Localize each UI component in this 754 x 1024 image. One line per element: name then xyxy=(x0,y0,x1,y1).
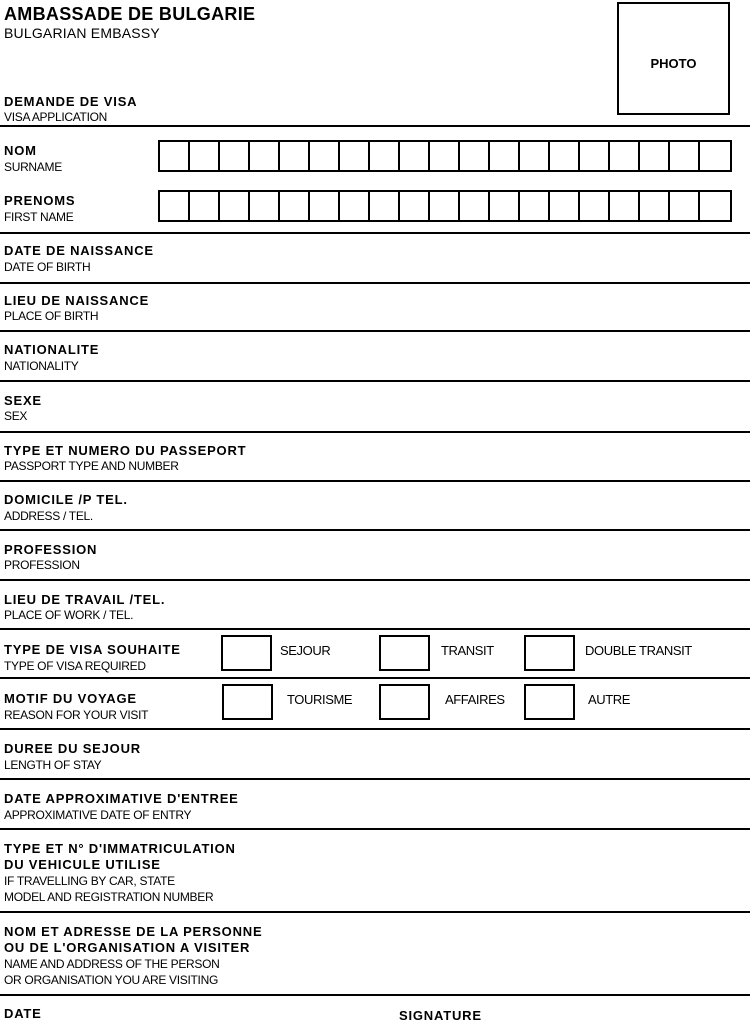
host-label-fr-1: NOM ET ADRESSE DE LA PERSONNE xyxy=(4,924,263,939)
host-label-en-1: NAME AND ADDRESS OF THE PERSON xyxy=(4,957,220,971)
letter-cell[interactable] xyxy=(430,192,460,220)
letter-cell[interactable] xyxy=(280,192,310,220)
reason-label-fr: MOTIF DU VOYAGE xyxy=(4,691,137,706)
entry-date-label-en: APPROXIMATIVE DATE OF ENTRY xyxy=(4,808,192,822)
letter-cell[interactable] xyxy=(640,192,670,220)
letter-cell[interactable] xyxy=(400,142,430,170)
workplace-label-fr: LIEU DE TRAVAIL /TEL. xyxy=(4,592,166,607)
divider xyxy=(0,677,750,679)
letter-cell[interactable] xyxy=(550,142,580,170)
date-label: DATE xyxy=(4,1006,42,1021)
letter-cell[interactable] xyxy=(700,192,730,220)
letter-cell[interactable] xyxy=(190,142,220,170)
letter-cell[interactable] xyxy=(580,192,610,220)
host-label-fr-2: OU DE L'ORGANISATION A VISITER xyxy=(4,940,251,955)
letter-cell[interactable] xyxy=(250,142,280,170)
reason-tourisme-label: TOURISME xyxy=(287,692,353,707)
divider xyxy=(0,380,750,382)
letter-cell[interactable] xyxy=(400,192,430,220)
reason-autre-checkbox[interactable] xyxy=(524,684,575,720)
workplace-label-en: PLACE OF WORK / TEL. xyxy=(4,608,134,622)
entry-date-label-fr: DATE APPROXIMATIVE D'ENTREE xyxy=(4,791,239,806)
nationality-label-fr: NATIONALITE xyxy=(4,342,100,357)
letter-cell[interactable] xyxy=(670,142,700,170)
visa-sejour-label: SEJOUR xyxy=(280,643,331,658)
vehicle-label-fr-1: TYPE ET N° D'IMMATRICULATION xyxy=(4,841,236,856)
address-label-en: ADDRESS / TEL. xyxy=(4,509,93,523)
divider xyxy=(0,330,750,332)
divider xyxy=(0,480,750,482)
first-name-input-boxes[interactable] xyxy=(158,190,732,222)
vehicle-label-en-1: IF TRAVELLING BY CAR, STATE xyxy=(4,874,175,888)
reason-label-en: REASON FOR YOUR VISIT xyxy=(4,708,149,722)
letter-cell[interactable] xyxy=(640,142,670,170)
divider xyxy=(0,579,750,581)
vehicle-label-fr-2: DU VEHICULE UTILISE xyxy=(4,857,161,872)
visa-double-transit-label: DOUBLE TRANSIT xyxy=(585,643,692,658)
form-title-en: VISA APPLICATION xyxy=(4,110,108,124)
letter-cell[interactable] xyxy=(430,142,460,170)
letter-cell[interactable] xyxy=(190,192,220,220)
letter-cell[interactable] xyxy=(580,142,610,170)
letter-cell[interactable] xyxy=(460,192,490,220)
reason-affaires-label: AFFAIRES xyxy=(445,692,505,707)
sex-label-fr: SEXE xyxy=(4,393,42,408)
stay-label-fr: DUREE DU SEJOUR xyxy=(4,741,141,756)
reason-tourisme-checkbox[interactable] xyxy=(222,684,273,720)
surname-input-boxes[interactable] xyxy=(158,140,732,172)
divider xyxy=(0,232,750,234)
pob-label-en: PLACE OF BIRTH xyxy=(4,309,99,323)
host-label-en-2: OR ORGANISATION YOU ARE VISITING xyxy=(4,973,218,987)
first-name-label-fr: PRENOMS xyxy=(4,193,76,208)
letter-cell[interactable] xyxy=(220,192,250,220)
surname-label-fr: NOM xyxy=(4,143,37,158)
embassy-subtitle: BULGARIAN EMBASSY xyxy=(4,25,160,41)
profession-label-en: PROFESSION xyxy=(4,558,80,572)
pob-label-fr: LIEU DE NAISSANCE xyxy=(4,293,150,308)
divider xyxy=(0,728,750,730)
dob-label-fr: DATE DE NAISSANCE xyxy=(4,243,154,258)
letter-cell[interactable] xyxy=(310,142,340,170)
letter-cell[interactable] xyxy=(520,192,550,220)
embassy-title: AMBASSADE DE BULGARIE xyxy=(4,4,256,24)
signature-label: SIGNATURE xyxy=(399,1008,482,1023)
visa-transit-label: TRANSIT xyxy=(441,643,494,658)
visa-type-label-en: TYPE OF VISA REQUIRED xyxy=(4,659,146,673)
photo-box[interactable] xyxy=(617,2,730,115)
letter-cell[interactable] xyxy=(460,142,490,170)
letter-cell[interactable] xyxy=(310,192,340,220)
divider xyxy=(0,911,750,913)
letter-cell[interactable] xyxy=(490,142,520,170)
letter-cell[interactable] xyxy=(700,142,730,170)
photo-label: PHOTO xyxy=(650,56,697,71)
divider xyxy=(0,778,750,780)
divider xyxy=(0,828,750,830)
visa-sejour-checkbox[interactable] xyxy=(221,635,272,671)
visa-transit-checkbox[interactable] xyxy=(379,635,430,671)
letter-cell[interactable] xyxy=(250,192,280,220)
letter-cell[interactable] xyxy=(370,142,400,170)
reason-autre-label: AUTRE xyxy=(588,692,631,707)
divider xyxy=(0,125,750,127)
divider xyxy=(0,431,750,433)
sex-label-en: SEX xyxy=(4,409,28,423)
letter-cell[interactable] xyxy=(340,192,370,220)
letter-cell[interactable] xyxy=(160,142,190,170)
divider xyxy=(0,994,750,996)
letter-cell[interactable] xyxy=(220,142,250,170)
vehicle-label-en-2: MODEL AND REGISTRATION NUMBER xyxy=(4,890,214,904)
letter-cell[interactable] xyxy=(370,192,400,220)
divider xyxy=(0,628,750,630)
letter-cell[interactable] xyxy=(550,192,580,220)
letter-cell[interactable] xyxy=(520,142,550,170)
letter-cell[interactable] xyxy=(280,142,310,170)
stay-label-en: LENGTH OF STAY xyxy=(4,758,102,772)
address-label-fr: DOMICILE /P TEL. xyxy=(4,492,128,507)
letter-cell[interactable] xyxy=(610,192,640,220)
visa-double-transit-checkbox[interactable] xyxy=(524,635,575,671)
surname-label-en: SURNAME xyxy=(4,160,62,174)
letter-cell[interactable] xyxy=(670,192,700,220)
divider xyxy=(0,529,750,531)
first-name-label-en: FIRST NAME xyxy=(4,210,74,224)
passport-label-en: PASSPORT TYPE AND NUMBER xyxy=(4,459,179,473)
divider xyxy=(0,282,750,284)
dob-label-en: DATE OF BIRTH xyxy=(4,260,91,274)
letter-cell[interactable] xyxy=(340,142,370,170)
profession-label-fr: PROFESSION xyxy=(4,542,98,557)
passport-label-fr: TYPE ET NUMERO DU PASSEPORT xyxy=(4,443,247,458)
nationality-label-en: NATIONALITY xyxy=(4,359,79,373)
visa-type-label-fr: TYPE DE VISA SOUHAITE xyxy=(4,642,181,657)
form-title-fr: DEMANDE DE VISA xyxy=(4,94,138,109)
letter-cell[interactable] xyxy=(490,192,520,220)
letter-cell[interactable] xyxy=(160,192,190,220)
letter-cell[interactable] xyxy=(610,142,640,170)
reason-affaires-checkbox[interactable] xyxy=(379,684,430,720)
